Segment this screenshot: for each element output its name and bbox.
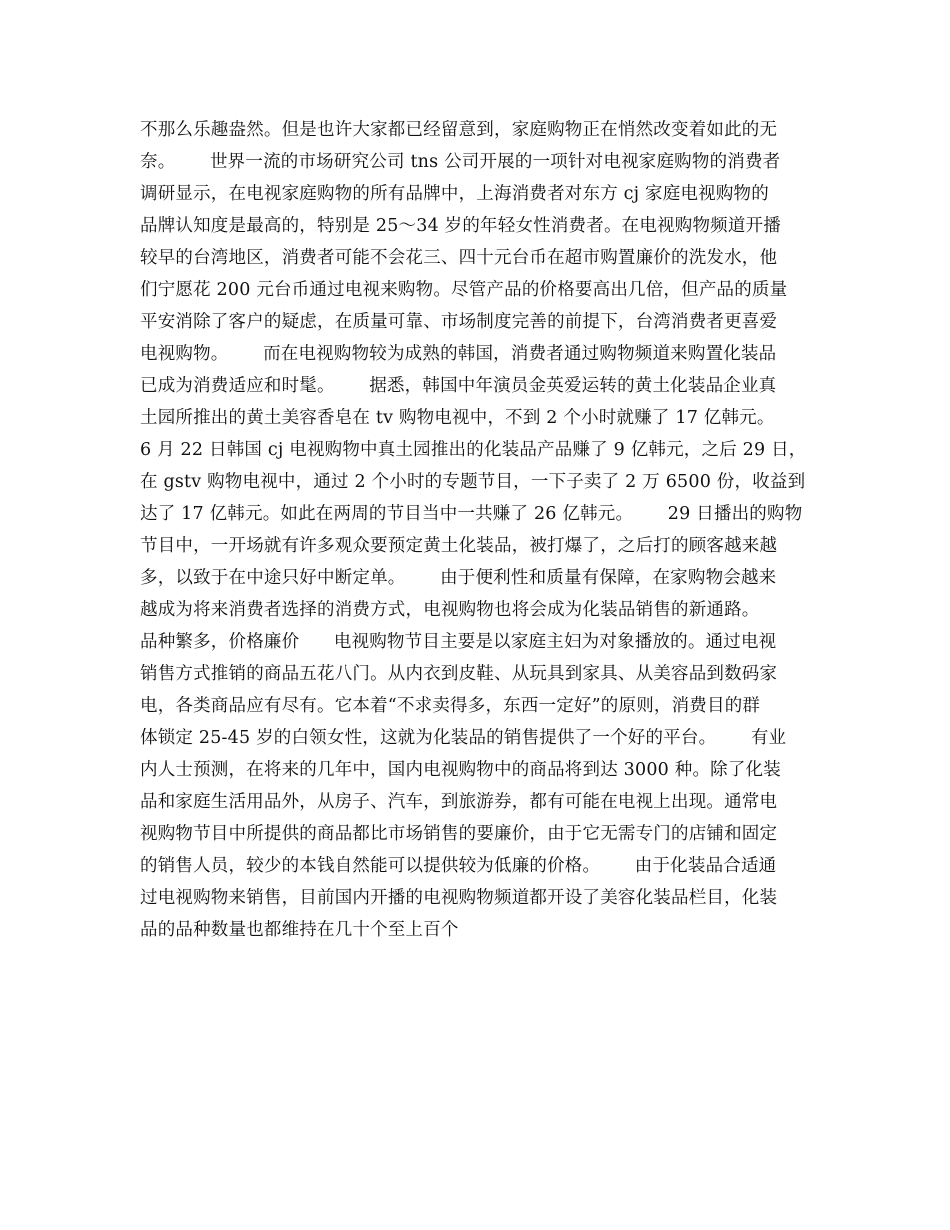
- text-line: 视购物节目中所提供的商品都比市场销售的要廉价，由于它无需专门的店铺和固定: [140, 824, 778, 844]
- text-line: 电视购物。 而在电视购物较为成熟的韩国，消费者通过购物频道来购置化装品: [140, 344, 777, 364]
- text-line: 内人士预测，在将来的几年中，国内电视购物中的商品将到达 3000 种。除了化装: [140, 760, 781, 780]
- body-text: [140, 114, 830, 946]
- text-line: 品种繁多，价格廉价 电视购物节目主要是以家庭主妇为对象播放的。通过电视: [140, 632, 777, 652]
- text-line: 平安消除了客户的疑虑，在质量可靠、市场制度完善的前提下，台湾消费者更喜爱: [140, 312, 778, 332]
- text-line: 过电视购物来销售，目前国内开播的电视购物频道都开设了美容化装品栏目，化装: [140, 888, 778, 908]
- text-line: 们宁愿花 200 元台币通过电视来购物。尽管产品的价格要高出几倍，但产品的质量: [140, 280, 788, 300]
- text-line: 越成为将来消费者选择的消费方式，电视购物也将会成为化装品销售的新通路。: [140, 600, 760, 620]
- text-line: 的销售人员，较少的本钱自然能可以提供较为低廉的价格。 由于化装品合适通: [140, 856, 777, 876]
- text-line: 品和家庭生活用品外，从房子、汽车，到旅游券，都有可能在电视上出现。通常电: [140, 792, 778, 812]
- text-line: 品的品种数量也都维持在几十个至上百个: [140, 920, 459, 940]
- text-line: 电，各类商品应有尽有。它本着“不求卖得多，东西一定好”的原则，消费目的群: [140, 696, 761, 716]
- text-line: 较早的台湾地区，消费者可能不会花三、四十元台币在超市购置廉价的洗发水，他: [140, 248, 778, 268]
- text-line: 已成为消费适应和时髦。 据悉，韩国中年演员金英爱运转的黄土化装品企业真: [140, 376, 777, 396]
- text-line: 多，以致于在中途只好中断定单。 由于便利性和质量有保障，在家购物会越来: [140, 568, 777, 588]
- text-line: 在 gstv 购物电视中，通过 2 个小时的专题节目，一下子卖了 2 万 6500 份，收益到: [140, 472, 806, 492]
- text-line: 销售方式推销的商品五花八门。从内衣到皮鞋、从玩具到家具、从美容品到数码家: [140, 664, 778, 684]
- text-line: 不那么乐趣盎然。但是也许大家都已经留意到，家庭购物正在悄然改变着如此的无: [140, 120, 778, 140]
- text-line: 节目中，一开场就有许多观众要预定黄土化装品，被打爆了，之后打的顾客越来越: [140, 536, 778, 556]
- text-line: 体锁定 25-45 岁的白领女性，这就为化装品的销售提供了一个好的平台。 有业: [140, 728, 787, 748]
- text-line: 达了 17 亿韩元。如此在两周的节目当中一共赚了 26 亿韩元。 29 日播出的购物: [140, 504, 803, 524]
- text-line: 品牌认知度是最高的，特别是 25～34 岁的年轻女性消费者。在电视购物频道开播: [140, 216, 781, 236]
- text-line: 奈。 世界一流的市场研究公司 tns 公司开展的一项针对电视家庭购物的消费者: [140, 152, 781, 172]
- text-line: 调研显示，在电视家庭购物的所有品牌中，上海消费者对东方 cj 家庭电视购物的: [140, 184, 769, 204]
- text-line: 6 月 22 日韩国 cj 电视购物中真土园推出的化装品产品赚了 9 亿韩元，之后 29 日，: [140, 440, 807, 460]
- text-line: 土园所推出的黄土美容香皂在 tv 购物电视中，不到 2 个小时就赚了 17 亿韩元。: [140, 408, 775, 428]
